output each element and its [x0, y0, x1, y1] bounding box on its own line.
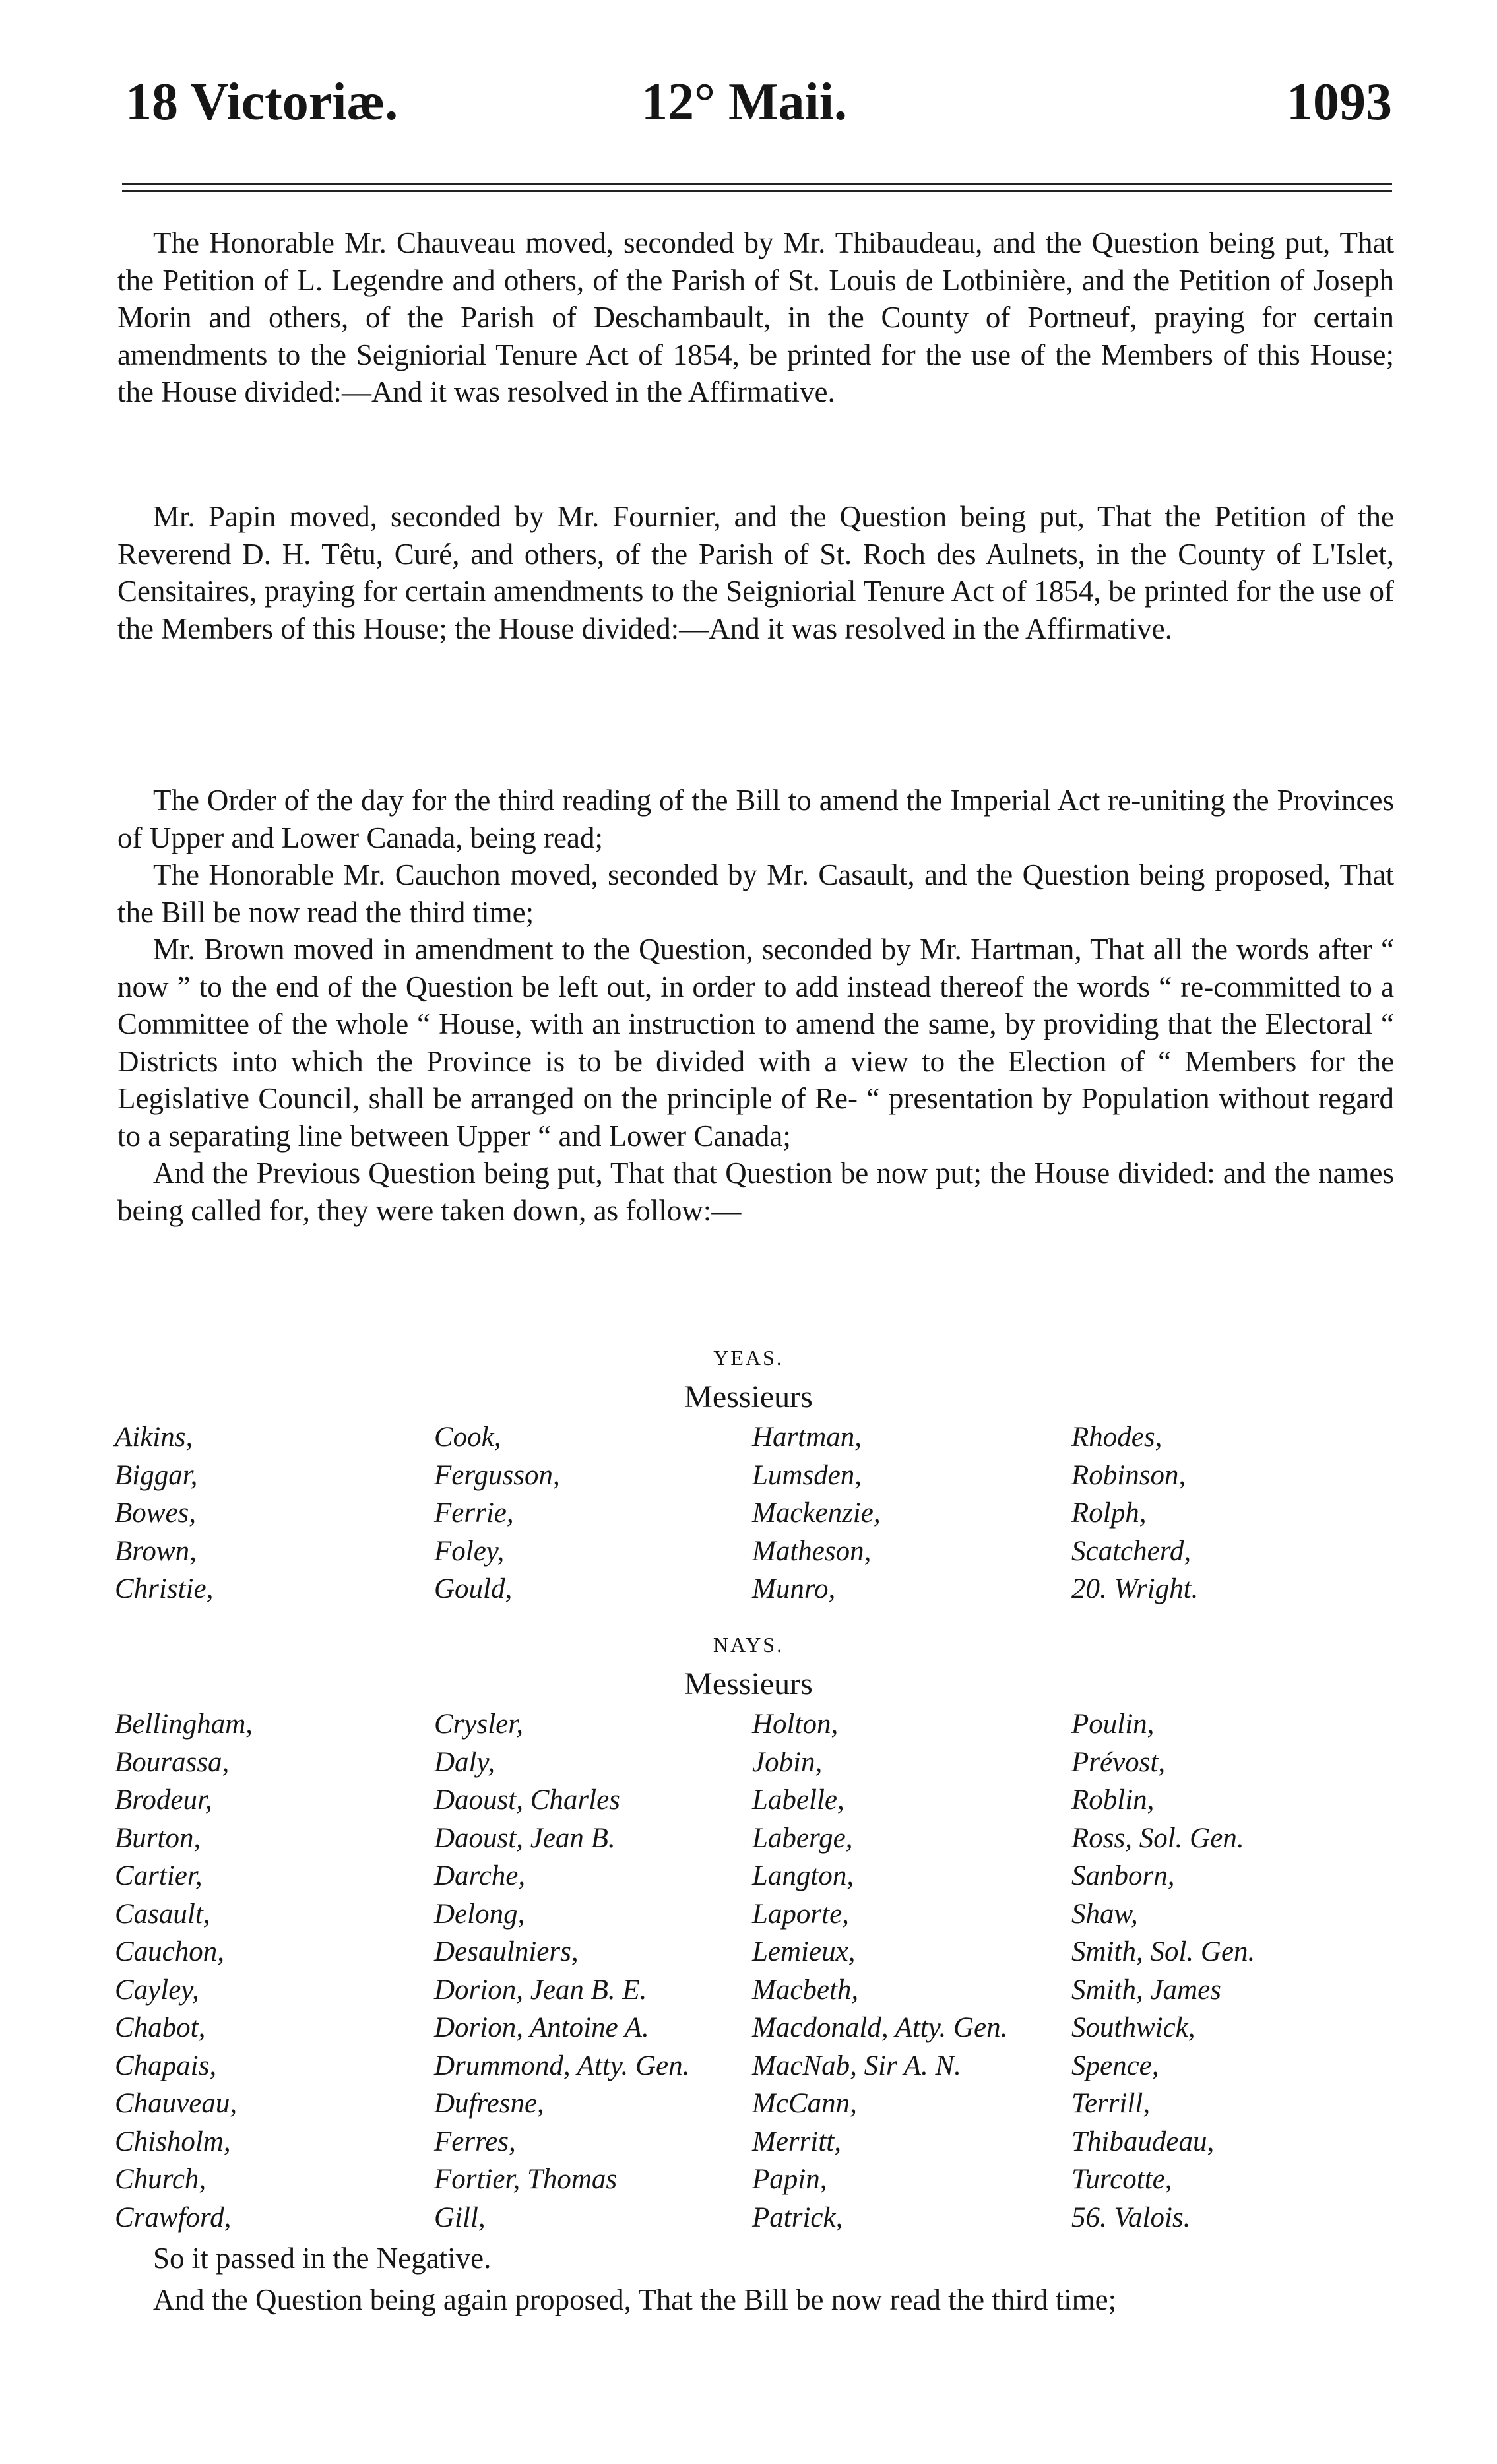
- list-item: MacNab, Sir A. N.: [752, 2050, 961, 2081]
- list-item: Dorion, Antoine A.: [434, 2012, 649, 2043]
- list-item: Chapais,: [115, 2050, 217, 2081]
- list-item: Southwick,: [1071, 2012, 1195, 2043]
- list-item: Spence,: [1071, 2050, 1159, 2081]
- list-item: Labelle,: [752, 1785, 844, 1816]
- list-item: Rolph,: [1071, 1498, 1147, 1529]
- list-item: Burton,: [115, 1822, 201, 1854]
- list-item: Christie,: [115, 1573, 214, 1604]
- list-item: Gould,: [434, 1573, 513, 1604]
- list-item: Smith, James: [1071, 1974, 1221, 2006]
- list-item: Macbeth,: [752, 1974, 859, 2006]
- paragraph-text: The Honorable Mr. Cauchon moved, seconded by Mr. Casault, and the Question being proposed, That the Bill be now read the third time;: [117, 858, 1394, 929]
- nays-label: NAYS.: [713, 1633, 784, 1657]
- paragraph-papin-petition: [117, 498, 1394, 647]
- list-item: Brodeur,: [115, 1785, 212, 1816]
- yeas-column-3: [752, 1418, 881, 1608]
- list-item: Dorion, Jean B. E.: [434, 1974, 647, 2006]
- list-item: Biggar,: [115, 1459, 198, 1491]
- paragraph-text: Mr. Papin moved, seconded by Mr. Fournier, and the Question being put, That the Petition of the Reverend D. H. Têtu, Curé, and others, of the Parish of St. Roch des Aulnets, in the County of L'Islet, Censitaires, praying for certain amendments to the Seigniorial Tenure Act of 1854, be printed for the use of the Members of this House; the House divided:—And it was resolved in the Affirmative.: [117, 500, 1394, 645]
- yeas-column-1: [115, 1418, 213, 1608]
- list-item: Poulin,: [1071, 1709, 1155, 1740]
- list-item: Bourassa,: [115, 1746, 230, 1778]
- list-item: 20. Wright.: [1071, 1573, 1199, 1604]
- list-item: Crawford,: [115, 2201, 232, 2233]
- list-item: Cauchon,: [115, 1936, 225, 1967]
- list-item: Rhodes,: [1071, 1422, 1163, 1453]
- paragraph-chauveau-petition: [117, 224, 1394, 411]
- list-item: Brown,: [115, 1535, 197, 1567]
- list-item: Langton,: [752, 1860, 854, 1891]
- list-item: Matheson,: [752, 1535, 872, 1567]
- list-item: Daoust, Jean B.: [434, 1822, 616, 1854]
- list-item: Daly,: [434, 1746, 495, 1778]
- list-item: Lemieux,: [752, 1936, 856, 1967]
- list-item: Daoust, Charles: [434, 1785, 620, 1816]
- header-volume: 18 Victoriæ.: [125, 73, 398, 131]
- yeas-column-2: [434, 1418, 560, 1608]
- list-item: Laporte,: [752, 1898, 849, 1930]
- header-date: 12° Maii.: [641, 73, 847, 131]
- list-item: Crysler,: [434, 1709, 523, 1740]
- list-item: Scatcherd,: [1071, 1535, 1192, 1567]
- list-item: Patrick,: [752, 2201, 843, 2233]
- list-item: 56. Valois.: [1071, 2201, 1191, 2233]
- list-item: Holton,: [752, 1709, 839, 1740]
- list-item: Turcotte,: [1071, 2164, 1172, 2195]
- list-item: Drummond, Atty. Gen.: [434, 2050, 690, 2081]
- list-item: Terrill,: [1071, 2088, 1151, 2119]
- list-item: Cook,: [434, 1422, 501, 1453]
- paragraph-order-of-day: [117, 782, 1394, 1229]
- list-item: Smith, Sol. Gen.: [1071, 1936, 1256, 1967]
- list-item: Foley,: [434, 1535, 505, 1567]
- yeas-messieurs: Messieurs: [684, 1379, 813, 1414]
- list-item: Bellingham,: [115, 1709, 253, 1740]
- list-item: Shaw,: [1071, 1898, 1138, 1930]
- list-item: Thibaudeau,: [1071, 2126, 1215, 2157]
- paragraph-text: The Honorable Mr. Chauveau moved, seconded by Mr. Thibaudeau, and the Question being put, That the Petition of L. Legendre and others, of the Parish of St. Louis de Lotbinière, and the Petition of Joseph Morin and others, of the Parish of Deschambault, in the County of Portneuf, praying for certain amendments to the Seigniorial Tenure Act of 1854, be printed for the use of the Members of this House; the House divided:—And it was resolved in the Affirmative.: [117, 226, 1394, 408]
- header-rule-top: [122, 183, 1392, 185]
- list-item: Dufresne,: [434, 2088, 544, 2119]
- paragraph-again-proposed: And the Question being again proposed, That the Bill be now read the third time;: [153, 2283, 1117, 2316]
- list-item: Jobin,: [752, 1746, 823, 1778]
- list-item: Munro,: [752, 1573, 836, 1604]
- list-item: Darche,: [434, 1860, 526, 1891]
- list-item: Fergusson,: [434, 1459, 560, 1491]
- list-item: Gill,: [434, 2201, 486, 2233]
- paragraph-amendment: Mr. Brown moved in amendment to the Question, seconded by Mr. Hartman, That all the words after “ now ” to the end of the Question be left out, in order to add instead thereof the words “ re-committed to a Committee of the whole “ House, with an instruction to amend the same, by providing that the Electoral “ Districts into which the Province is to be divided with a view to the Election of “ Members for the Legislative Council, shall be arranged on the principle of Re- “ presentation by Population without regard to a separating line between Upper “ and Lower Canada;: [117, 933, 1394, 1153]
- yeas-column-4: [1071, 1418, 1198, 1608]
- list-item: Chauveau,: [115, 2088, 238, 2119]
- paragraph-negative: So it passed in the Negative.: [153, 2242, 492, 2275]
- list-item: Casault,: [115, 1898, 210, 1930]
- list-item: Ferres,: [434, 2126, 516, 2157]
- list-item: Prévost,: [1071, 1746, 1166, 1778]
- list-item: Mackenzie,: [752, 1498, 881, 1529]
- list-item: Sanborn,: [1071, 1860, 1175, 1891]
- yeas-label: YEAS.: [713, 1346, 784, 1370]
- closing-section: [117, 2240, 1394, 2318]
- list-item: Roblin,: [1071, 1785, 1155, 1816]
- header-page-number: 1093: [1287, 73, 1392, 131]
- page-header: [99, 66, 1392, 152]
- list-item: Cartier,: [115, 1860, 203, 1891]
- list-item: Lumsden,: [752, 1459, 862, 1491]
- list-item: Macdonald, Atty. Gen.: [752, 2012, 1008, 2043]
- list-item: Ross, Sol. Gen.: [1071, 1822, 1244, 1854]
- list-item: Laberge,: [752, 1822, 853, 1854]
- list-item: McCann,: [752, 2088, 857, 2119]
- list-item: Aikins,: [115, 1422, 193, 1453]
- nays-messieurs: Messieurs: [684, 1666, 813, 1701]
- list-item: Chabot,: [115, 2012, 206, 2043]
- paragraph-previous-question: And the Previous Question being put, That that Question be now put; the House divided: and the names being called for, they were taken down, as follow:—: [117, 1156, 1394, 1227]
- nays-column-3: [752, 1705, 1007, 2236]
- nays-column-2: [434, 1705, 689, 2236]
- nays-column-4: [1071, 1705, 1255, 2236]
- list-item: Bowes,: [115, 1498, 197, 1529]
- list-item: Chisholm,: [115, 2126, 231, 2157]
- list-item: Fortier, Thomas: [434, 2164, 618, 2195]
- list-item: Ferrie,: [434, 1498, 514, 1529]
- list-item: Merritt,: [752, 2126, 841, 2157]
- list-item: Cayley,: [115, 1974, 199, 2006]
- list-item: Hartman,: [752, 1422, 862, 1453]
- list-item: Delong,: [434, 1898, 525, 1930]
- header-rule-bottom: [122, 190, 1392, 192]
- paragraph-text: The Order of the day for the third reading of the Bill to amend the Imperial Act re-uniting the Provinces of Upper and Lower Canada, being read;: [117, 784, 1394, 854]
- list-item: Church,: [115, 2164, 207, 2195]
- list-item: Robinson,: [1071, 1459, 1186, 1491]
- nays-column-1: [115, 1705, 253, 2236]
- list-item: Desaulniers,: [434, 1936, 579, 1967]
- list-item: Papin,: [752, 2164, 827, 2195]
